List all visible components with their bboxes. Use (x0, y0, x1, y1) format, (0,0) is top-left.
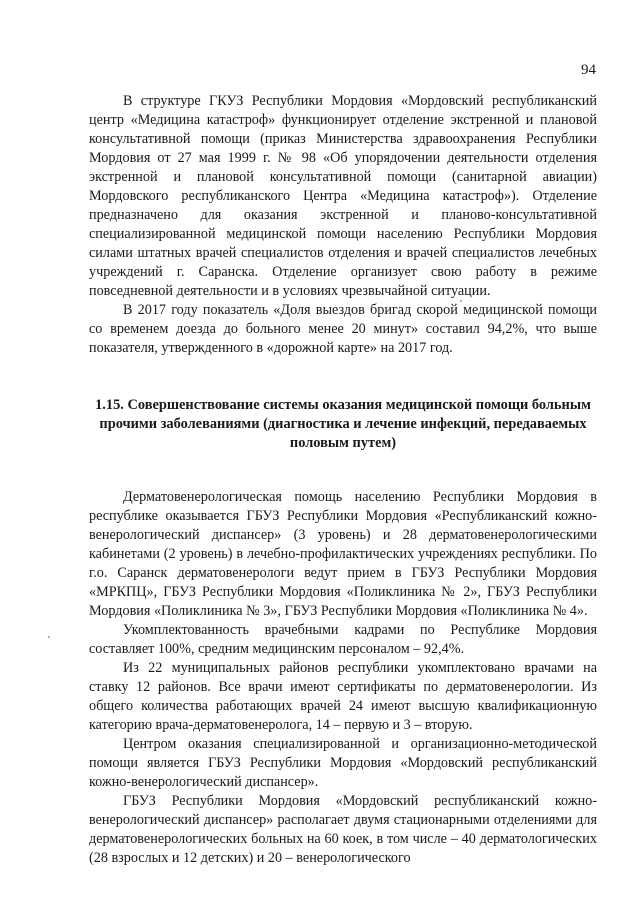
paragraph: Центром оказания специализированной и организационно-методической помощи является ГБУЗ Республики Мордовия «Мордовский республиканский кожно-венерологический диспансер». (89, 736, 597, 790)
page-number: 94 (581, 62, 596, 78)
paragraph: ГБУЗ Республики Мордовия «Мордовский республиканский кожно-венерологический диспансер» располагает двумя стационарными отделениями для дерматовенерологических больных на 60 коек, в том числе – 40 дерматологических (28 взрослых и 12 детских) и 20 – венерологического (89, 793, 597, 866)
paragraph: Из 22 муниципальных районов республики укомплектовано врачами на ставку 12 районов. Все врачи имеют сертификаты по дерматовенерологии. Из общего количества работающих врачей 24 имеют высшую квалификационную категорию врача-дерматовенеролога, 14 – первую и 3 – вторую. (89, 660, 597, 733)
paragraph: В структуре ГКУЗ Республики Мордовия «Мордовский республиканский центр «Медицина катастроф» функционирует отделение экстренной и плановой консультативной помощи (приказ Министерства здравоохранения Республики Мордовия от 27 мая 1999 г. № 98 «Об упорядочении деятельности отделения экстренной и плановой консультативной помощи (санитарной авиации) Мордовского республиканского Центра «Медицина катастроф»). Отделение предназначено для оказания экстренной и планово-консультативной специализированной медицинской помощи населению Республики Мордовия силами штатных врачей специалистов отделения и врачей специалистов лечебных учреждений г. Саранска. Отделение организует свою работу в режиме повседневной деятельности и в условиях чрезвычайной ситуации. (89, 93, 597, 299)
document-body (89, 92, 597, 868)
paragraph: Укомплектованность врачебными кадрами по Республике Мордовия составляет 100%, средним медицинским персоналом – 92,4%. (89, 622, 597, 657)
section-heading: 1.15. Совершенствование системы оказания медицинской помощи больным прочими заболеваниями (диагностика и лечение инфекций, передаваемых половым путем) (95, 397, 591, 451)
scan-artifact-dot (460, 300, 462, 302)
paragraph: Дерматовенерологическая помощь населению Республики Мордовия в республике оказывается ГБУЗ Республики Мордовия «Республиканский кожно-венерологический диспансер» (3 уровень) и 28 дерматовенерологическими кабинетами (2 уровень) в лечебно-профилактических учреждениях республики. По г.о. Саранск дерматовенерологи ведут прием в ГБУЗ Республики Мордовия «МРКПЦ», ГБУЗ Республики Мордовия «Поликлиника № 2», ГБУЗ Республики Мордовия «Поликлиника № 3», ГБУЗ Республики Мордовия «Поликлиника № 4». (89, 489, 597, 619)
scan-artifact-dot (48, 636, 50, 638)
paragraph: В 2017 году показатель «Доля выездов бригад скорой медицинской помощи со временем доезда до больного менее 20 минут» составил 94,2%, что выше показателя, утвержденного в «дорожной карте» на 2017 год. (89, 302, 597, 356)
